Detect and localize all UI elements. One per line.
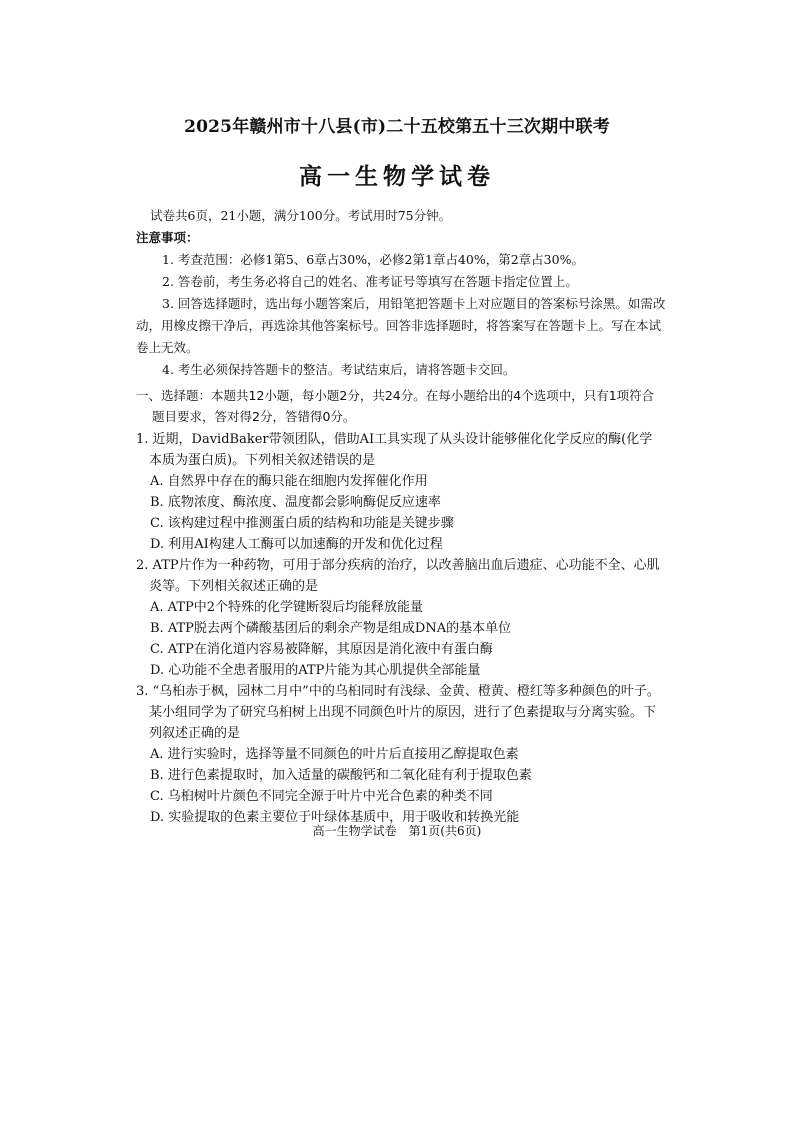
option-d: D. 实验提取的色素主要位于叶绿体基质中，用于吸收和转换光能 [150, 810, 520, 825]
option-c: C. 乌桕树叶片颜色不同完全源于叶片中光合色素的种类不同 [150, 789, 493, 804]
question-stem: 3. “乌桕赤于枫，园林二月中”中的乌桕同时有浅绿、金黄、橙黄、橙红等多种颜色的叶子。某小组同学为了研究乌桕树上出现不同颜色叶片的原因，进行了色素提取与分离实验。下列叙述正确的是 [136, 684, 660, 741]
section-heading-block [136, 385, 664, 427]
page-title: 高一生物学试卷 [299, 163, 495, 190]
option-a: A. 自然界中存在的酶只能在细胞内发挥催化作用 [150, 474, 428, 489]
exam-name: 2025年赣州市十八县(市)二十五校第五十三次期中联考 [184, 117, 610, 137]
question-stem: 2. ATP片作为一种药物，可用于部分疾病的治疗，以改善脑出血后遗症、心功能不全、心肌炎等。下列相关叙述正确的是 [136, 558, 660, 594]
option-d: D. 心功能不全患者服用的ATP片能为其心肌提供全部能量 [150, 663, 481, 678]
option-d: D. 利用AI构建人工酶可以加速酶的开发和优化过程 [150, 537, 443, 552]
question-1 [136, 429, 664, 555]
section-title: 一、选择题：本题共12小题，每小题2分，共24分。在每小题给出的4个选项中，只有1项符合题目要求，答对得2分，答错得0分。 [136, 388, 655, 424]
option-c: C. 该构建过程中推测蛋白质的结构和功能是关键步骤 [150, 516, 454, 531]
question-2 [136, 555, 664, 681]
question-list [136, 429, 664, 828]
question-stem: 1. 近期，DavidBaker带领团队，借助AI工具实现了从头设计能够催化化学反应的酶(化学本质为蛋白质)。下列相关叙述错误的是 [136, 432, 653, 468]
option-b: B. ATP脱去两个磷酸基团后的剩余产物是组成DNA的基本单位 [150, 621, 512, 636]
exam-intro: 试卷共6页，21小题，满分100分。考试用时75分钟。 [150, 208, 452, 223]
option-a: A. 进行实验时，选择等量不同颜色的叶片后直接用乙醇提取色素 [150, 747, 519, 762]
option-b: B. 底物浓度、酶浓度、温度都会影响酶促反应速率 [150, 495, 441, 510]
notes-label: 注意事项： [136, 230, 199, 245]
note-item-2: 2. 答卷前，考生务必将自己的姓名、准考证号等填写在答题卡指定位置上。 [162, 274, 578, 289]
instructions-block [136, 205, 666, 381]
option-a: A. ATP中2个特殊的化学键断裂后均能释放能量 [150, 600, 424, 615]
page-footer: 高一生物学试卷 第1页(共6页) [312, 824, 482, 838]
option-b: B. 进行色素提取时，加入适量的碳酸钙和二氧化硅有利于提取色素 [150, 768, 532, 783]
note-item-4: 4. 考生必须保持答题卡的整洁。考试结束后，请将答题卡交回。 [162, 362, 516, 377]
note-item-3: 3. 回答选择题时，选出每小题答案后，用铅笔把答题卡上对应题目的答案标号涂黑。如需改动，用橡皮擦干净后，再选涂其他答案标号。回答非选择题时，将答案写在答题卡上。写在本试卷上无效。 [136, 296, 666, 355]
question-3 [136, 681, 664, 828]
option-c: C. ATP在消化道内容易被降解，其原因是消化液中有蛋白酶 [150, 642, 493, 657]
note-item-1: 1. 考查范围：必修1第5、6章占30%，必修2第1章占40%，第2章占30%。 [162, 252, 584, 267]
